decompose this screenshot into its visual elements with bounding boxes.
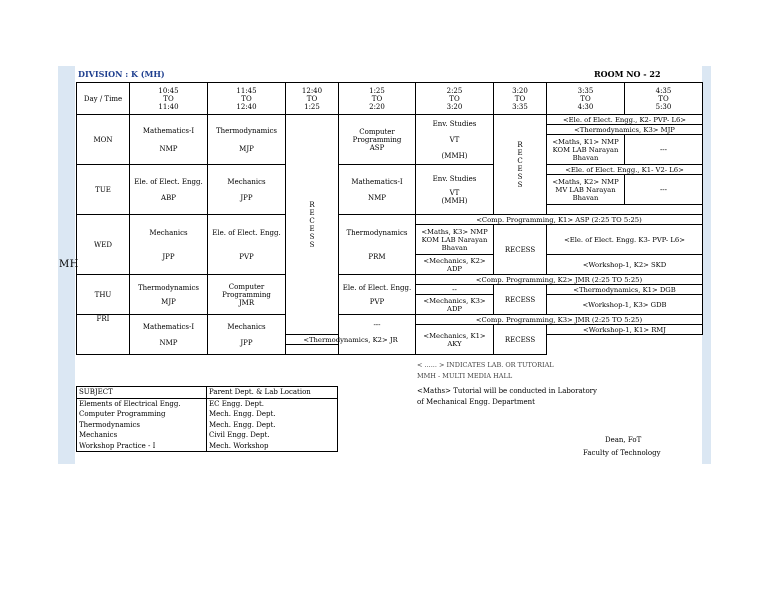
fri-lab-workshop: <Workshop-1, K1> RMJ	[547, 325, 703, 335]
fri-lab-mechanics: <Mechanics, K1> AKY	[416, 325, 494, 355]
maths-tutorial-note: <Maths> Tutorial will be conducted in Laboratory of Mechanical Engg. Department	[417, 387, 597, 406]
day-thu: THU	[77, 275, 130, 315]
legend-lab-note: < ...... > INDICATES LAB. OR TUTORIAL	[417, 361, 554, 369]
mon-slot5: Env. Studies VT (MMH)	[416, 115, 494, 165]
thu-recess: RECESS	[494, 285, 547, 315]
short-recess: R E C E S S	[494, 115, 547, 215]
thu-lab-mechanics: <Mechanics, K3> ADP	[416, 295, 494, 315]
wed-lab-eee: <Ele. of Elect. Engg. K3- PVP- L6>	[547, 225, 703, 255]
slot-header: 3:35 TO 4:30	[547, 83, 625, 115]
tue-slot1: Ele. of Elect. Engg. ABP	[130, 165, 208, 215]
mon-slot2: Thermodynamics MJP	[208, 115, 286, 165]
signature-name: Dean, FoT	[605, 436, 642, 444]
tue-slot5: Env. Studies VT (MMH)	[416, 165, 494, 215]
subject-row: Mechanics Civil Engg. Dept.	[77, 430, 338, 441]
subject-row: Elements of Electrical Engg. EC Engg. Dept.	[77, 398, 338, 409]
row-fri	[77, 315, 703, 325]
mon-slot1: Mathematics-I NMP	[130, 115, 208, 165]
subject-row: Computer Programming Mech. Engg. Dept.	[77, 409, 338, 420]
row-mon	[77, 115, 703, 125]
thu-comp-lab: <Comp. Programming, K2> JMR (2:25 TO 5:25)	[416, 275, 703, 285]
tue-empty: ---	[625, 175, 703, 205]
thu-slot2: Computer Programming JMR	[208, 275, 286, 315]
wed-lab-maths: <Maths, K3> NMP KOM LAB Narayan Bhavan	[416, 225, 494, 255]
fri-slot1: Mathematics-I NMP	[130, 315, 208, 355]
thu-lab-thermo: <Thermodynamics, K1> DGB	[547, 285, 703, 295]
side-label: MH	[59, 259, 79, 270]
location-header: Parent Dept. & Lab Location	[207, 387, 338, 399]
thu-slot1: Thermodynamics MJP	[130, 275, 208, 315]
fri-lab-thermo: <Thermodynamics, K2> JR	[286, 335, 416, 345]
wed-lab-workshop: <Workshop-1, K2> SKD	[547, 255, 703, 275]
room-number: ROOM NO - 22	[594, 69, 661, 79]
day-wed: WED	[77, 215, 130, 275]
wed-comp-lab: <Comp. Programming, K1> ASP (2:25 TO 5:25)	[416, 215, 703, 225]
fri-comp-lab: <Comp. Programming, K3> JMR (2:25 TO 5:25)	[416, 315, 703, 325]
wed-recess: RECESS	[494, 225, 547, 275]
fri-recess: RECESS	[494, 325, 547, 355]
wed-slot1: Mechanics JPP	[130, 215, 208, 275]
subject-row: Workshop Practice - I Mech. Workshop	[77, 441, 338, 452]
slot-header: 12:40 TO 1:25	[286, 83, 339, 115]
tue-lab-eee: <Ele. of Elect. Engg., K1- V2- L6>	[547, 165, 703, 175]
slot-header: 1:25 TO 2:20	[339, 83, 416, 115]
mon-lab-maths: <Maths, K1> NMP KOM LAB Narayan Bhavan	[547, 135, 625, 165]
fri-slot2: Mechanics JPP	[208, 315, 286, 355]
timetable	[76, 82, 703, 355]
day-fri: FRI	[77, 315, 130, 355]
slot-header: 10:45 TO 11:40	[130, 83, 208, 115]
thu-empty: --	[416, 285, 494, 295]
signature-faculty: Faculty of Technology	[583, 449, 661, 457]
division-title: DIVISION : K (MH)	[78, 69, 165, 79]
tue-lab-maths: <Maths, K2> NMP MV LAB Narayan Bhavan	[547, 175, 625, 205]
wed-slot2: Ele. of Elect. Engg. PVP	[208, 215, 286, 275]
row-tue	[77, 165, 703, 175]
lunch-recess: R E C E S S	[286, 115, 339, 335]
mon-empty: ---	[625, 135, 703, 165]
subject-header: SUBJECT	[77, 387, 207, 399]
header-row	[77, 83, 703, 115]
tue-slot4: Mathematics-I NMP	[339, 165, 416, 215]
subject-table	[76, 386, 338, 452]
legend-mmh-note: MMH - MULTI MEDIA HALL	[417, 372, 513, 380]
slot-header: 11:45 TO 12:40	[208, 83, 286, 115]
thu-slot4: Ele. of Elect. Engg. PVP	[339, 275, 416, 315]
mon-lab-thermo: <Thermodynamics, K3> MJP	[547, 125, 703, 135]
day-time-header: Day / Time	[77, 83, 130, 115]
day-mon: MON	[77, 115, 130, 165]
row-wed	[77, 215, 703, 225]
fri-slot4: ---	[339, 315, 416, 355]
wed-slot4: Thermodynamics PRM	[339, 215, 416, 275]
mon-lab-eee: <Ele. of Elect. Engg., K2- PVP- L6>	[547, 115, 703, 125]
thu-lab-workshop: <Workshop-1, K3> GDB	[547, 295, 703, 315]
slot-header: 4:35 TO 5:30	[625, 83, 703, 115]
wed-lab-mechanics: <Mechanics, K2> ADP	[416, 255, 494, 275]
tue-slot2: Mechanics JPP	[208, 165, 286, 215]
day-tue: TUE	[77, 165, 130, 215]
mon-slot4: Computer Programming ASP	[339, 115, 416, 165]
subject-header-row	[77, 387, 338, 399]
slot-header: 2:25 TO 3:20	[416, 83, 494, 115]
slot-header: 3:20 TO 3:35	[494, 83, 547, 115]
row-thu	[77, 275, 703, 285]
subject-row: Thermodynamics Mech. Engg. Dept.	[77, 420, 338, 431]
